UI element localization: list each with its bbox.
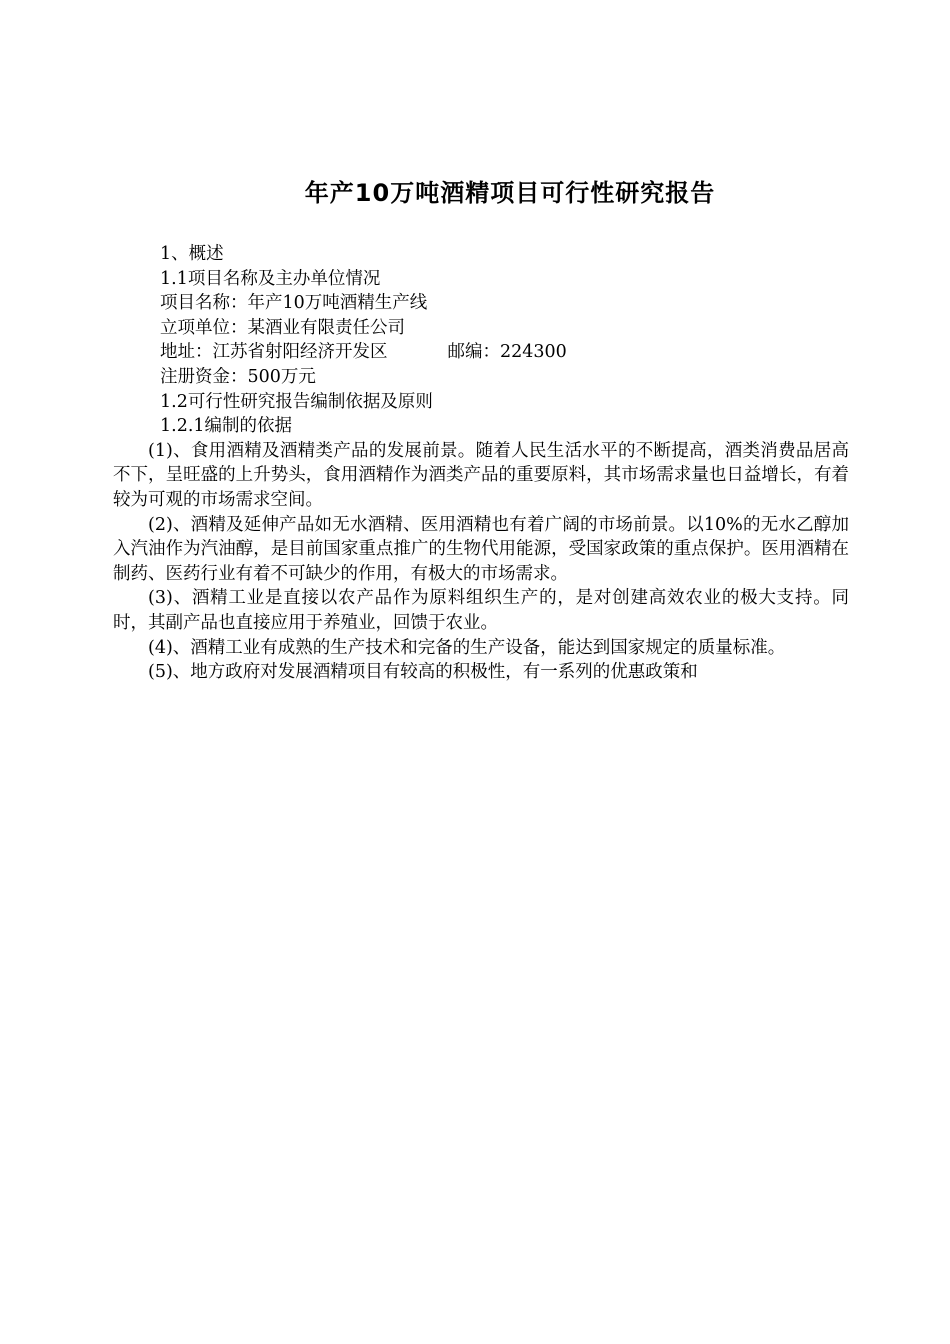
paragraph-1: (1)、食用酒精及酒精类产品的发展前景。随着人民生活水平的不断提高，酒类消费品居高不下，呈旺盛的上升势头，食用酒精作为酒类产品的重要原料，其市场需求量也日益增长，有着较为可观的市场需求空间。 bbox=[113, 440, 849, 510]
address-text: 地址：江苏省射阳经济开发区 bbox=[160, 342, 388, 363]
paragraph-3: (3)、酒精工业是直接以农产品作为原料组织生产的，是对创建高效农业的极大支持。同时，其副产品也直接应用于养殖业，回馈于农业。 bbox=[113, 588, 849, 633]
paragraph-2: (2)、酒精及延伸产品如无水酒精、医用酒精也有着广阔的市场前景。以10%的无水乙醇加入汽油作为汽油醇，是目前国家重点推广的生物代用能源，受国家政策的重点保护。医用酒精在制药、医药行业有着不可缺少的作用，有极大的市场需求。 bbox=[113, 514, 849, 584]
document-body bbox=[113, 242, 849, 685]
project-unit-line: 立项单位：某酒业有限责任公司 bbox=[160, 317, 405, 338]
capital-line: 注册资金：500万元 bbox=[160, 366, 316, 387]
section-heading-project-info: 1.1项目名称及主办单位情况 bbox=[160, 268, 381, 289]
paragraph-4: (4)、酒精工业有成熟的生产技术和完备的生产设备，能达到国家规定的质量标准。 bbox=[148, 637, 786, 658]
section-heading-overview: 1、概述 bbox=[160, 244, 224, 264]
postcode-text: 邮编：224300 bbox=[447, 342, 567, 363]
section-heading-basis-principles: 1.2可行性研究报告编制依据及原则 bbox=[160, 391, 433, 412]
document-title: 年产10万吨酒精项目可行性研究报告 bbox=[304, 179, 716, 207]
project-name-line: 项目名称：年产10万吨酒精生产线 bbox=[160, 293, 428, 314]
section-heading-basis: 1.2.1编制的依据 bbox=[160, 416, 293, 437]
address-line bbox=[113, 340, 849, 365]
paragraph-5: (5)、地方政府对发展酒精项目有较高的积极性，有一系列的优惠政策和 bbox=[148, 662, 698, 683]
